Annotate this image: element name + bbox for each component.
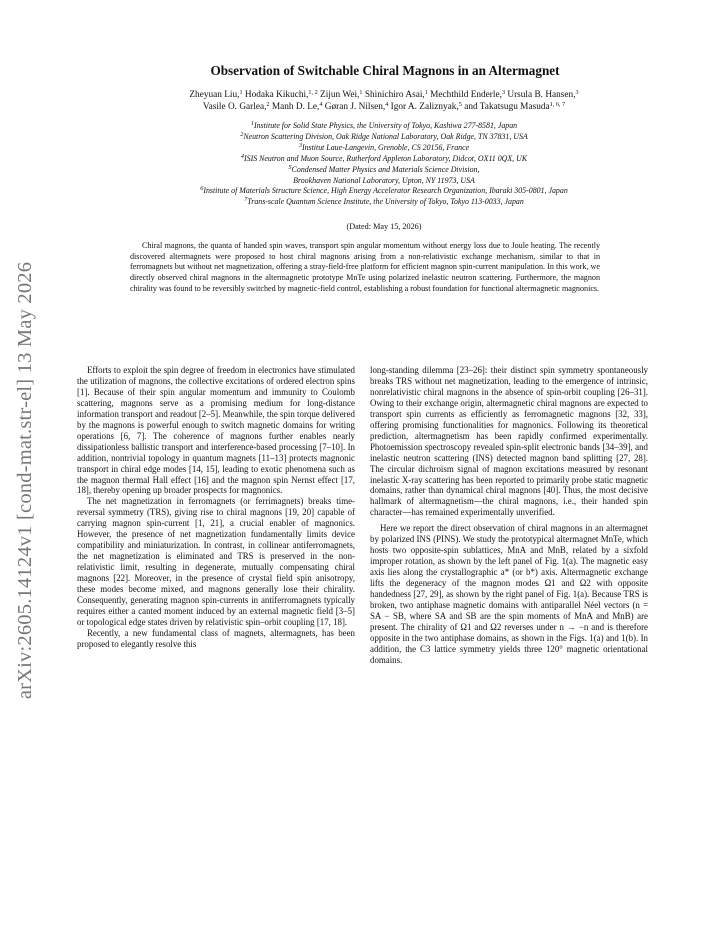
author: Mechthild Enderle,$^3$ — [430, 89, 506, 100]
affiliation-list — [86, 121, 682, 208]
paragraph: long-standing dilemma [23–26]: their distinct spin symmetry spontaneously breaks TRS without net magnetization, leading to the emergence of intrinsic, nonrelativistic chiral magnons in the absence of spin-orbit coupling [26–31]. Owing to their exchange origin, altermagnetic chiral magnons are expected to transport spin currents as efficiently as ferromagnetic magnons [32, 33], offering promising functionalities for magnonics. Following its theoretical prediction, altermagnetism has been rapidly confirmed experimentally. Photoemission spectroscopy revealed spin-split electronic bands [34–39], and inelastic neutron scattering (INS) detected magnon band splitting [27, 28]. The circular dichroism signal of magnon excitations measured by resonant inelastic X-ray scattering has been reported to primarily probe static magnetic domains, rather than dynamical chiral magnons [40]. Thus, the most decisive hallmark of altermagnetism—the chiral magnons, i.e., their handed spin character—has remained experimentally unverified. — [370, 365, 648, 518]
body-column-left — [77, 365, 355, 650]
affiliation: $^7$Trans-scale Quantum Science Institute, the University of Tokyo, Tokyo 113-0033, Japan — [244, 196, 524, 207]
author-list — [86, 89, 682, 113]
author: Zijun Wei,$^1$ — [320, 89, 363, 100]
affiliation: $^3$Institut Laue-Langevin, Grenoble, CS 20156, France — [298, 141, 470, 152]
paper-title: Observation of Switchable Chiral Magnons in an Altermagnet — [210, 63, 560, 78]
affiliation: $^4$ISIS Neutron and Muon Source, Rutherford Appleton Laboratory, Didcot, OX11 0QX, UK — [240, 152, 528, 163]
abstract: Chiral magnons, the quanta of handed spin waves, transport spin angular momentum without energy loss due to Joule heating. The recently discovered altermagnets were proposed to host chiral magnons arising from a non-relativistic exchange mechanism, similar to that in ferromagnets but without net magnetization, offering a stray-field-free platform for efficient magnon spin-current manipulation. In this work, we directly observed chiral magnons in the altermagnetic prototype MnTe using polarized inelastic neutron scattering. Furthermore, the magnon chirality was found to be reversibly switched by magnetic-field control, establishing a robust foundation for functional altermagnetic magnonics. — [130, 241, 600, 293]
affiliation: $^5$Condensed Matter Physics and Materials Science Division, — [288, 163, 480, 174]
paragraph: Here we report the direct observation of chiral magnons in an altermagnet by polarized INS (PINS). We study the prototypical altermagnet MnTe, which hosts two opposite-spin sublattices, MnA and MnB, related by a sixfold improper rotation, as shown by the left panel of Fig. 1(a). The magnetic easy axis lies along the crystallographic a* (or b*) axis. Altermagnetic exchange lifts the degeneracy of the magnon modes Ω1 and Ω2 with opposite handedness [27, 29], as shown by the right panel of Fig. 1(a). Because TRS is broken, two antiphase magnetic domains with antiparallel Néel vectors (n = SA − SB, where SA and SB are the spin moments of MnA and MnB) are present. The chirality of Ω1 and Ω2 reverses under n → −n and is therefore opposite in the two antiphase domains, as shown in the Figs. 1(a) and 1(b). In addition, the C3 lattice symmetry yields three 120° magnetic orientational domains. — [370, 523, 648, 665]
paragraph: Recently, a new fundamental class of magnets, altermagnets, has been proposed to elegantly resolve this — [77, 627, 355, 649]
affiliation: Brookhaven National Laboratory, Upton, NY 11973, USA — [293, 175, 475, 185]
author: Shinichiro Asai,$^1$ — [364, 89, 428, 100]
arxiv-identifier — [6, 200, 46, 760]
author: Hodaka Kikuchi,$^{1, 2}$ — [244, 89, 318, 100]
paragraph: Efforts to exploit the spin degree of freedom in electronics have stimulated the utilization of magnons, the collective excitations of ordered electron spins [1]. Because of their spin angular momentum and immunity to Coulomb scattering, magnons serve as a promising medium for long-distance information transport and readout [2–5]. Meanwhile, the spin torque delivered by the magnons is powerful enough to switch magnetic domains for writing operations [6, 7]. The coherence of magnons further enables nearly dissipationless ballistic transport and interference-based processing [7–10]. In addition, nontrivial topology in quantum magnets [11–13] protects magnonic transport in chiral edge modes [14, 15], leading to exotic phenomena such as the magnon thermal Hall effect [16] and the magnon spin Nernst effect [17, 18], thereby opening up broader prospects for magnonics. — [77, 365, 355, 496]
author: Igor A. Zaliznyak,$^5$ — [390, 101, 462, 112]
author: Manh D. Le,$^4$ — [271, 101, 323, 112]
affiliation: $^6$Institute of Materials Structure Science, High Energy Accelerator Research Organization, Ibaraki 305-0801, Japan — [200, 185, 568, 196]
author: Ursula B. Hansen,$^3$ — [507, 89, 579, 100]
author: Gøran J. Nilsen,$^4$ — [324, 101, 389, 112]
affiliation: $^1$Institute for Solid State Physics, the University of Tokyo, Kashiwa 277-8581, Japan — [250, 120, 518, 130]
arxiv-identifier-text: arXiv:2605.14124v1 [cond-mat.str-el] 13 May 2026 — [14, 261, 37, 699]
body-column-right — [370, 365, 648, 666]
dated-line: (Dated: May 15, 2026) — [346, 222, 422, 231]
paragraph: The net magnetization in ferromagnets (or ferrimagnets) breaks time-reversal symmetry (TRS), giving rise to chiral magnons [19, 20] capable of carrying magnon spin-current [1, 21], a crucial enabler of magnonics. However, the presence of net magnetization fundamentally limits device compatibility and miniaturization. In contrast, in collinear antiferromagnets, the net magnetization is eliminated and TRS is preserved in the non-relativistic limit, resulting in degenerate, mutually compensating chiral magnons [22]. Moreover, in the presence of crystal field spin anisotropy, these modes become mixed, and magnons generally lose their chirality. Consequently, generating magnon spin-currents in antiferromagnets typically requires either a canted moment induced by an external magnetic field [3–5] or topological edge states driven by relativistic spin–orbit coupling [17, 18]. — [77, 496, 355, 627]
author: Vasile O. Garlea,$^2$ — [202, 101, 270, 112]
author: Zheyuan Liu,$^1$ — [189, 89, 243, 100]
author: and Takatsugu Masuda$^{1, 6, 7}$ — [464, 101, 566, 112]
affiliation: $^2$Neutron Scattering Division, Oak Ridge National Laboratory, Oak Ridge, TN 37831, USA — [240, 130, 528, 141]
